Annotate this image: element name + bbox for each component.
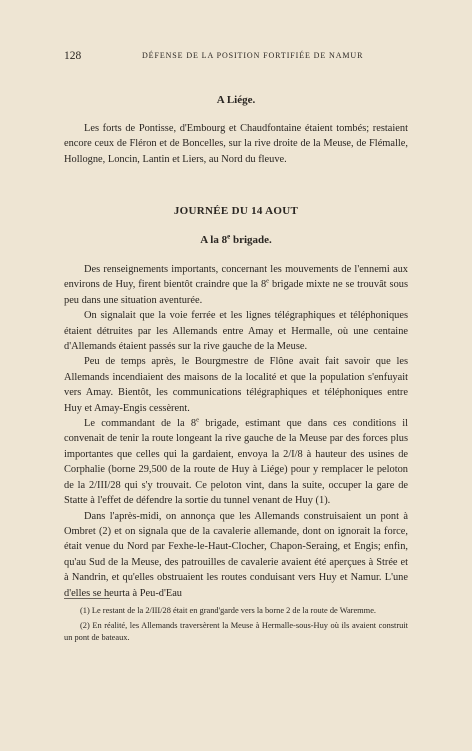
journee-heading: JOURNÉE DU 14 AOUT: [173, 205, 299, 217]
brigade-subheading: [64, 234, 408, 246]
running-head: [64, 50, 416, 64]
footnotes: [64, 605, 408, 647]
body-paragraph-1: [64, 262, 408, 308]
brigade-subheading-pre: A la 8: [200, 234, 228, 246]
footnote-divider: [64, 598, 110, 599]
body-paragraph-1-part-a: Des renseignements importants, concernant les mouvements de l'ennemi aux environs de Huy, firent bientôt craindre que la 8: [64, 264, 408, 291]
body-paragraph-3: Peu de temps après, le Bourgmestre de Flône avait fait savoir que les Allemands incendiaient des maisons de la localité et que la population s'enfuyait vers Amay. Bientôt, les communications télégraphiques et téléphoniques entre Huy et Amay-Engis cessèrent.: [64, 356, 408, 414]
body-paragraph-4-part-a: Le commandant de la 8: [84, 418, 197, 430]
running-title: DÉFENSE DE LA POSITION FORTIFIÉE DE NAMUR: [142, 51, 364, 60]
body-paragraph-5: Dans l'après-midi, on annonça que les Allemands construisaient un pont à Ombret (2) et on signala que de la cavalerie allemande, dont on ignorait la force, était venue du Nord par Fexhe-le-Haut-Clocher, Chapon-Seraing, et Engis; enfin, qu'au Sud de la Meuse, des patrouilles de cavalerie avaient été aperçues à Strée et à Nandrin, et qu'elles obstruaient les routes conduisant vers Huy et Namur. L'une d'elles se heurta à Peu-d'Eau: [64, 510, 408, 599]
footnote-2: (2) En réalité, les Allemands traversèrent la Meuse à Hermalle-sous-Huy où ils avaient construit un pont de bateaux.: [64, 621, 408, 642]
body-paragraph-2: On signalait que la voie ferrée et les lignes télégraphiques et téléphoniques étaient détruites par les Allemands entre Amay et Hermalle, où une centaine d'Allemands étaient passés sur la rive gauche de la Meuse.: [64, 310, 408, 353]
body-paragraph-1-sup: e: [266, 277, 270, 285]
body-paragraph-4: [64, 416, 408, 508]
body-paragraph-4-sup: e: [196, 416, 199, 424]
brigade-subheading-sup: e: [227, 232, 231, 241]
main-text-block: [64, 262, 408, 601]
page-number: 128: [64, 50, 82, 62]
body-paragraph-4-part-b: brigade, estimant que dans ces conditions il convenait de tenir la route longeant la rive gauche de la Meuse par des forces plus importantes que celles qui la gardaient, envoya la 2/I/8 à hauteur des usines de Corphalie (borne 29,500 de la route de Huy à Liége) pour y remplacer le peloton de la 2/III/28 qui s'y trouvait. Ce peloton vint, dans la suite, occuper la gare de Statte à l'effet de défendre la sortie du tunnel venant de Huy (1).: [64, 418, 408, 507]
brigade-subheading-post: brigade.: [230, 234, 272, 246]
liege-text-block: [64, 121, 408, 167]
section-heading-liege: A Liége.: [216, 94, 256, 106]
body-paragraph-1-part-b: brigade mixte ne se trouvât sous peu dans une situation aventurée.: [64, 279, 409, 306]
footnote-1: (1) Le restant de la 2/III/28 était en grand'garde vers la borne 2 de la route de Waremme.: [80, 606, 377, 615]
liege-paragraph: Les forts de Pontisse, d'Embourg et Chaudfontaine étaient tombés; restaient encore ceux de Fléron et de Boncelles, sur la rive droite de la Meuse, de Flémalle, Hollogne, Loncin, Lantin et Liers, au Nord du fleuve.: [64, 123, 408, 165]
